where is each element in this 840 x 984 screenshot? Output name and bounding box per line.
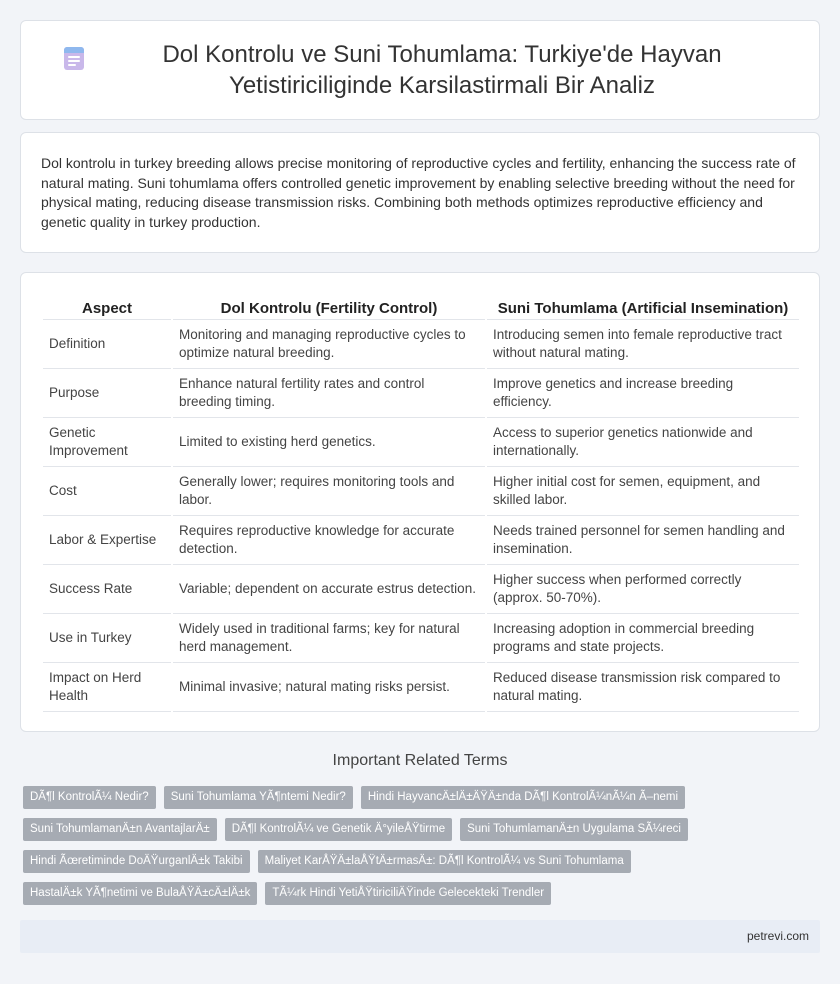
row-dol-kontrolu: Requires reproductive knowledge for accurate detection. bbox=[173, 516, 485, 565]
table-row bbox=[43, 614, 799, 663]
row-suni-tohumlama: Needs trained personnel for semen handling and insemination. bbox=[487, 516, 799, 565]
related-term-tag[interactable]: Suni TohumlamanÄ±n Uygulama SÃ¼reci bbox=[460, 818, 688, 841]
row-suni-tohumlama: Introducing semen into female reproductive tract without natural mating. bbox=[487, 320, 799, 369]
related-term-tag[interactable]: DÃ¶l KontrolÃ¼ Nedir? bbox=[23, 786, 156, 809]
row-suni-tohumlama: Reduced disease transmission risk compared to natural mating. bbox=[487, 663, 799, 712]
title-card bbox=[20, 20, 820, 120]
row-suni-tohumlama: Higher initial cost for semen, equipment, and skilled labor. bbox=[487, 467, 799, 516]
row-dol-kontrolu: Generally lower; requires monitoring tools and labor. bbox=[173, 467, 485, 516]
tag-row bbox=[23, 786, 823, 809]
related-term-tag[interactable]: Maliyet KarÅŸÄ±laÅŸtÄ±rmasÄ±: DÃ¶l KontrolÃ¼ vs Suni Tohumlama bbox=[258, 850, 631, 873]
table-row bbox=[43, 663, 799, 712]
footer bbox=[20, 920, 820, 953]
row-dol-kontrolu: Variable; dependent on accurate estrus detection. bbox=[173, 565, 485, 614]
comparison-card bbox=[20, 272, 820, 732]
row-aspect: Impact on Herd Health bbox=[43, 663, 171, 712]
tag-row bbox=[23, 882, 823, 905]
intro-text: Dol kontrolu in turkey breeding allows precise monitoring of reproductive cycles and fertility, enhancing the success rate of natural mating. Suni tohumlama offers controlled genetic improvement by enabling selective breeding without the need for physical mating, reducing disease transmission risks. Combining both methods optimizes reproductive efficiency and genetic quality in turkey production. bbox=[41, 155, 796, 230]
row-suni-tohumlama: Improve genetics and increase breeding efficiency. bbox=[487, 369, 799, 418]
row-aspect: Success Rate bbox=[43, 565, 171, 614]
related-terms-title: Important Related Terms bbox=[332, 752, 508, 769]
tag-row bbox=[23, 850, 823, 873]
comparison-table bbox=[41, 293, 801, 712]
row-suni-tohumlama: Increasing adoption in commercial breeding programs and state projects. bbox=[487, 614, 799, 663]
table-row bbox=[43, 320, 799, 369]
row-dol-kontrolu: Enhance natural fertility rates and control breeding timing. bbox=[173, 369, 485, 418]
table-row bbox=[43, 565, 799, 614]
related-term-tag[interactable]: Suni TohumlamanÄ±n AvantajlarÄ± bbox=[23, 818, 217, 841]
related-term-tag[interactable]: TÃ¼rk Hindi YetiÅŸtiriciliÄŸinde Gelecekteki Trendler bbox=[265, 882, 551, 905]
page-title: Dol Kontrolu ve Suni Tohumlama: Turkiye'de Hayvan Yetistiriciliginde Karsilastirmali Bir Analiz bbox=[162, 41, 722, 99]
site-link[interactable]: petrevi.com bbox=[746, 929, 809, 943]
related-term-tag[interactable]: Suni Tohumlama YÃ¶ntemi Nedir? bbox=[164, 786, 353, 809]
row-suni-tohumlama: Higher success when performed correctly (approx. 50-70%). bbox=[487, 565, 799, 614]
row-dol-kontrolu: Widely used in traditional farms; key for natural herd management. bbox=[173, 614, 485, 663]
table-row bbox=[43, 418, 799, 467]
intro-card bbox=[20, 132, 820, 253]
row-aspect: Labor & Expertise bbox=[43, 516, 171, 565]
related-term-tag[interactable]: Hindi HayvancÄ±lÄ±ÄŸÄ±nda DÃ¶l KontrolÃ¼nÃ¼n Ã–nemi bbox=[361, 786, 685, 809]
header-dol-kontrolu: Dol Kontrolu (Fertility Control) bbox=[173, 293, 485, 320]
header-aspect: Aspect bbox=[43, 293, 171, 320]
table-header-row bbox=[43, 293, 799, 320]
related-term-tag[interactable]: Hindi Ãœretiminde DoÄŸurganlÄ±k Takibi bbox=[23, 850, 250, 873]
row-dol-kontrolu: Monitoring and managing reproductive cycles to optimize natural breeding. bbox=[173, 320, 485, 369]
row-aspect: Use in Turkey bbox=[43, 614, 171, 663]
document-icon bbox=[61, 45, 87, 71]
row-aspect: Purpose bbox=[43, 369, 171, 418]
tag-row bbox=[23, 818, 823, 841]
table-row bbox=[43, 467, 799, 516]
table-row bbox=[43, 516, 799, 565]
related-term-tag[interactable]: HastalÄ±k YÃ¶netimi ve BulaÅŸÄ±cÄ±lÄ±k bbox=[23, 882, 257, 905]
row-dol-kontrolu: Limited to existing herd genetics. bbox=[173, 418, 485, 467]
row-dol-kontrolu: Minimal invasive; natural mating risks persist. bbox=[173, 663, 485, 712]
row-aspect: Cost bbox=[43, 467, 171, 516]
row-aspect: Definition bbox=[43, 320, 171, 369]
related-term-tag[interactable]: DÃ¶l KontrolÃ¼ ve Genetik Ä°yileÅŸtirme bbox=[225, 818, 452, 841]
row-suni-tohumlama: Access to superior genetics nationwide and internationally. bbox=[487, 418, 799, 467]
header-suni-tohumlama: Suni Tohumlama (Artificial Insemination) bbox=[487, 293, 799, 320]
related-terms-tags bbox=[23, 786, 823, 914]
row-aspect: Genetic Improvement bbox=[43, 418, 171, 467]
table-row bbox=[43, 369, 799, 418]
